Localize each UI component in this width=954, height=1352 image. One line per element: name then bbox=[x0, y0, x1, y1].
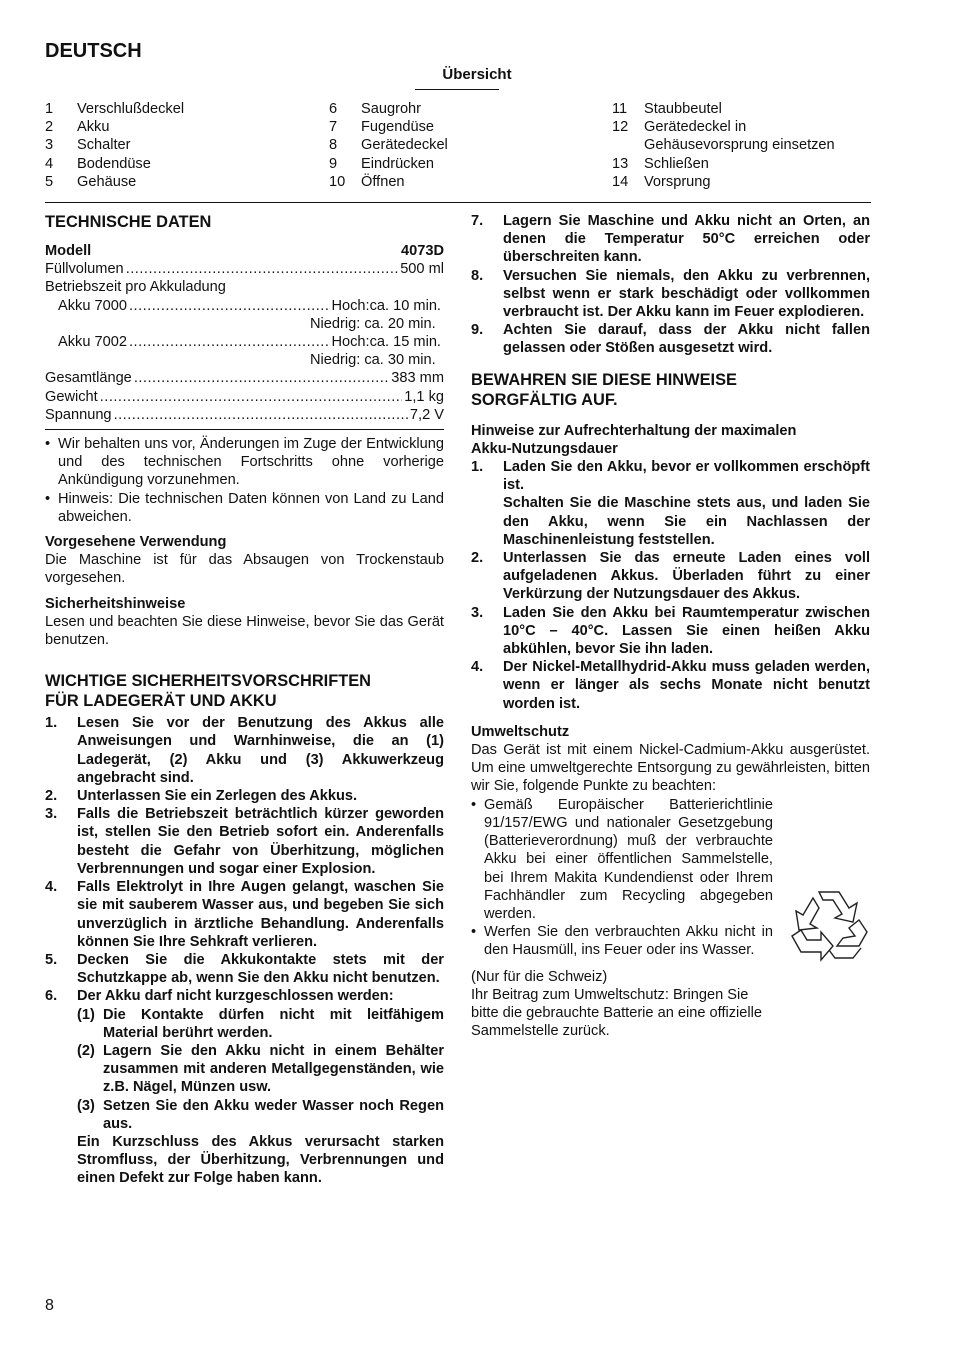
note-item: • Hinweis: Die technischen Daten können von Land zu Land abweichen. bbox=[45, 490, 444, 525]
overview-item: 13 Schließen bbox=[612, 155, 709, 172]
overview-column-1 bbox=[45, 100, 315, 191]
intended-use-title: Vorgesehene Verwendung bbox=[45, 534, 227, 551]
specs-title: TECHNISCHE DATEN bbox=[45, 213, 212, 231]
rule-item: 6. Der Akku darf nicht kurzgeschlossen werden: bbox=[45, 988, 394, 1005]
rule-item: 4. Falls Elektrolyt in Ihre Augen gelangt, waschen Sie sie mit sauberem Wasser aus, und begeben Sie sich unverzüglich in ärztliche Behandlung. Anderenfalls können Sie Ihre Sehkraft verlieren. bbox=[45, 879, 444, 950]
overview-item: 5 Gehäuse bbox=[45, 173, 137, 190]
specs-separator bbox=[45, 429, 444, 430]
right-column bbox=[471, 212, 870, 1040]
swiss-note: (Nur für die Schweiz) bbox=[471, 968, 608, 985]
important-title-line1: WICHTIGE SICHERHEITSVORSCHRIFTEN bbox=[45, 672, 372, 691]
maintenance-item: 2. Unterlassen Sie das erneute Laden eines voll aufgeladenen Akkus. Überladen führt zu einer Verkürzung der Nutzungsdauer des Akkus. bbox=[471, 550, 870, 603]
spec-akku-7002-low: Niedrig: ca. 30 min. bbox=[310, 352, 436, 369]
overview-separator bbox=[45, 202, 871, 203]
overview-item: 8 Gerätedeckel bbox=[329, 137, 448, 154]
spec-row-voltage: Spannung ..... 7,2 V bbox=[45, 406, 444, 424]
rule-item: 1. Lesen Sie vor der Benutzung des Akkus alle Anweisungen und Warnhinweise, die an (1) Ladegerät, (2) Akku und (3) Akkuwerkzeug angebracht sind. bbox=[45, 715, 444, 786]
environment-bullet: • Werfen Sie den verbrauchten Akku nicht in den Hausmüll, ins Feuer oder ins Wasser. bbox=[471, 924, 773, 959]
overview-item: 6 Saugrohr bbox=[329, 101, 422, 117]
overview-item: 14 Vorsprung bbox=[612, 173, 711, 190]
spec-runtime-label: Betriebszeit pro Akkuladung bbox=[45, 279, 226, 296]
spec-akku-7000-low: Niedrig: ca. 20 min. bbox=[310, 315, 436, 332]
short-circuit-note: Ein Kurzschluss des Akkus verursacht starken Stromfluss, der Überhitzung, Verbrennungen und einen Defekt zur Folge haben kann. bbox=[77, 1133, 444, 1187]
keep-instructions-line2: SORGFÄLTIG AUF. bbox=[471, 390, 618, 409]
safety-title: Sicherheitshinweise bbox=[45, 595, 186, 612]
maintenance-title-line1: Hinweise zur Aufrechterhaltung der maximalen bbox=[471, 422, 797, 439]
environment-bullet: • Gemäß Europäischer Batterierichtlinie 91/157/EWG und nationaler Gesetzgebung (Batterieverordnung) muß der verbrauchte Akku bei einer öffentlichen Sammelstelle, bei Ihrem Makita Kundendienst oder Ihrem Fachhändler zum Recycling abgegeben werden. bbox=[471, 796, 773, 922]
environment-intro: Das Gerät ist mit einem Nickel-Cadmium-Akku ausgerüstet. Um eine umweltgerechte Entsorgung zu gewährleisten, bitten wir Sie, folgende Punkte zu beachten: bbox=[471, 742, 870, 795]
rule-item: 2. Unterlassen Sie ein Zerlegen des Akkus. bbox=[45, 788, 358, 805]
overview-title: Übersicht bbox=[442, 66, 512, 83]
overview-item: 3 Schalter bbox=[45, 137, 131, 154]
swiss-text: Ihr Beitrag zum Umweltschutz: Bringen Sie bitte die gebrauchte Batterie an eine offizielle Sammelstelle zurück. bbox=[471, 986, 762, 1040]
spec-row-akku-7002: Akku 7002 ..... Hoch:ca. 15 min. bbox=[45, 333, 441, 351]
keep-instructions-line1: BEWAHREN SIE DIESE HINWEISE bbox=[471, 370, 737, 389]
important-title-line2: FÜR LADEGERÄT UND AKKU bbox=[45, 692, 277, 711]
spec-row-length: Gesamtlänge ..... 383 mm bbox=[45, 369, 444, 387]
overview-item: 9 Eindrücken bbox=[329, 155, 435, 172]
left-column bbox=[45, 212, 444, 1188]
overview-underline bbox=[415, 89, 499, 90]
overview-item: Gehäusevorsprung einsetzen bbox=[644, 137, 835, 154]
overview-item: 2 Akku bbox=[45, 119, 110, 136]
rule-subitem: (1) Die Kontakte dürfen nicht mit leitfähigem Material berührt werden. bbox=[77, 1006, 444, 1041]
spec-row-akku-7000: Akku 7000 ..... Hoch:ca. 10 min. bbox=[45, 297, 441, 315]
language-heading: DEUTSCH bbox=[45, 40, 142, 62]
spec-row-fill: Füllvolumen ..... 500 ml bbox=[45, 260, 444, 278]
safety-text: Lesen und beachten Sie diese Hinweise, bevor Sie das Gerät benutzen. bbox=[45, 613, 444, 649]
maintenance-title-line2: Akku-Nutzungsdauer bbox=[471, 440, 618, 457]
rule-item: 5. Decken Sie die Akkukontakte stets mit der Schutzkappe ab, wenn Sie den Akku nicht benutzen. bbox=[45, 951, 444, 987]
rule-item: 9. Achten Sie darauf, dass der Akku nicht fallen gelassen oder Stößen ausgesetzt wird. bbox=[471, 322, 870, 357]
maintenance-item: 3. Laden Sie den Akku bei Raumtemperatur zwischen 10°C – 40°C. Lassen Sie einen heißen Akku abkühlen, bevor Sie ihn laden. bbox=[471, 604, 870, 658]
maintenance-item: 4. Der Nickel-Metallhydrid-Akku muss geladen werden, wenn er länger als sechs Monate nicht benutzt worden ist. bbox=[471, 659, 870, 712]
page-number: 8 bbox=[45, 1297, 54, 1314]
overview-column-2 bbox=[329, 100, 599, 191]
overview-item: 7 Fugendüse bbox=[329, 119, 435, 136]
overview-item: 11 Staubbeutel bbox=[612, 101, 722, 117]
rule-item: 8. Versuchen Sie niemals, den Akku zu verbrennen, selbst wenn er stark beschädigt oder vollkommen verbraucht ist. Der Akku kann im Feuer explodieren. bbox=[471, 267, 870, 321]
overview-item: 10 Öffnen bbox=[329, 173, 405, 190]
overview-item: 1 Verschlußdeckel bbox=[45, 101, 185, 117]
spec-row-model: Modell 4073D bbox=[45, 243, 444, 259]
maintenance-item: 1. Laden Sie den Akku, bevor er vollkommen erschöpft ist. Schalten Sie die Maschine stets aus, und laden Sie den Akku, wenn Sie ein Nachlassen der Maschinenleistung feststellen. bbox=[471, 459, 870, 548]
spec-row-weight: Gewicht ..... 1,1 kg bbox=[45, 388, 444, 406]
overview-item: 4 Bodendüse bbox=[45, 155, 151, 172]
rule-subitem: (3) Setzen Sie den Akku weder Wasser noch Regen aus. bbox=[77, 1097, 444, 1132]
rule-item: 3. Falls die Betriebszeit beträchtlich kürzer geworden ist, stellen Sie den Betrieb sofort ein. Anderenfalls besteht die Gefahr von Überhitzung, möglichen Verbrennungen und sogar einer Explosion. bbox=[45, 806, 444, 877]
overview-item: 12 Gerätedeckel in bbox=[612, 119, 747, 136]
recycle-icon bbox=[787, 888, 869, 966]
rule-subitem: (2) Lagern Sie den Akku nicht in einem Behälter zusammen mit anderen Metallgegenständen, wie z.B. Nägel, Münzen usw. bbox=[77, 1042, 444, 1096]
overview-column-3 bbox=[612, 100, 892, 191]
environment-title: Umweltschutz bbox=[471, 723, 570, 740]
rule-item: 7. Lagern Sie Maschine und Akku nicht an Orten, an denen die Temperatur 50°C erreichen oder überschreiten kann. bbox=[471, 213, 870, 266]
note-item: • Wir behalten uns vor, Änderungen im Zuge der Entwicklung und des technischen Fortschritts ohne vorherige Ankündigung vorzunehmen. bbox=[45, 436, 444, 489]
intended-use-text: Die Maschine ist für das Absaugen von Trockenstaub vorgesehen. bbox=[45, 552, 444, 587]
